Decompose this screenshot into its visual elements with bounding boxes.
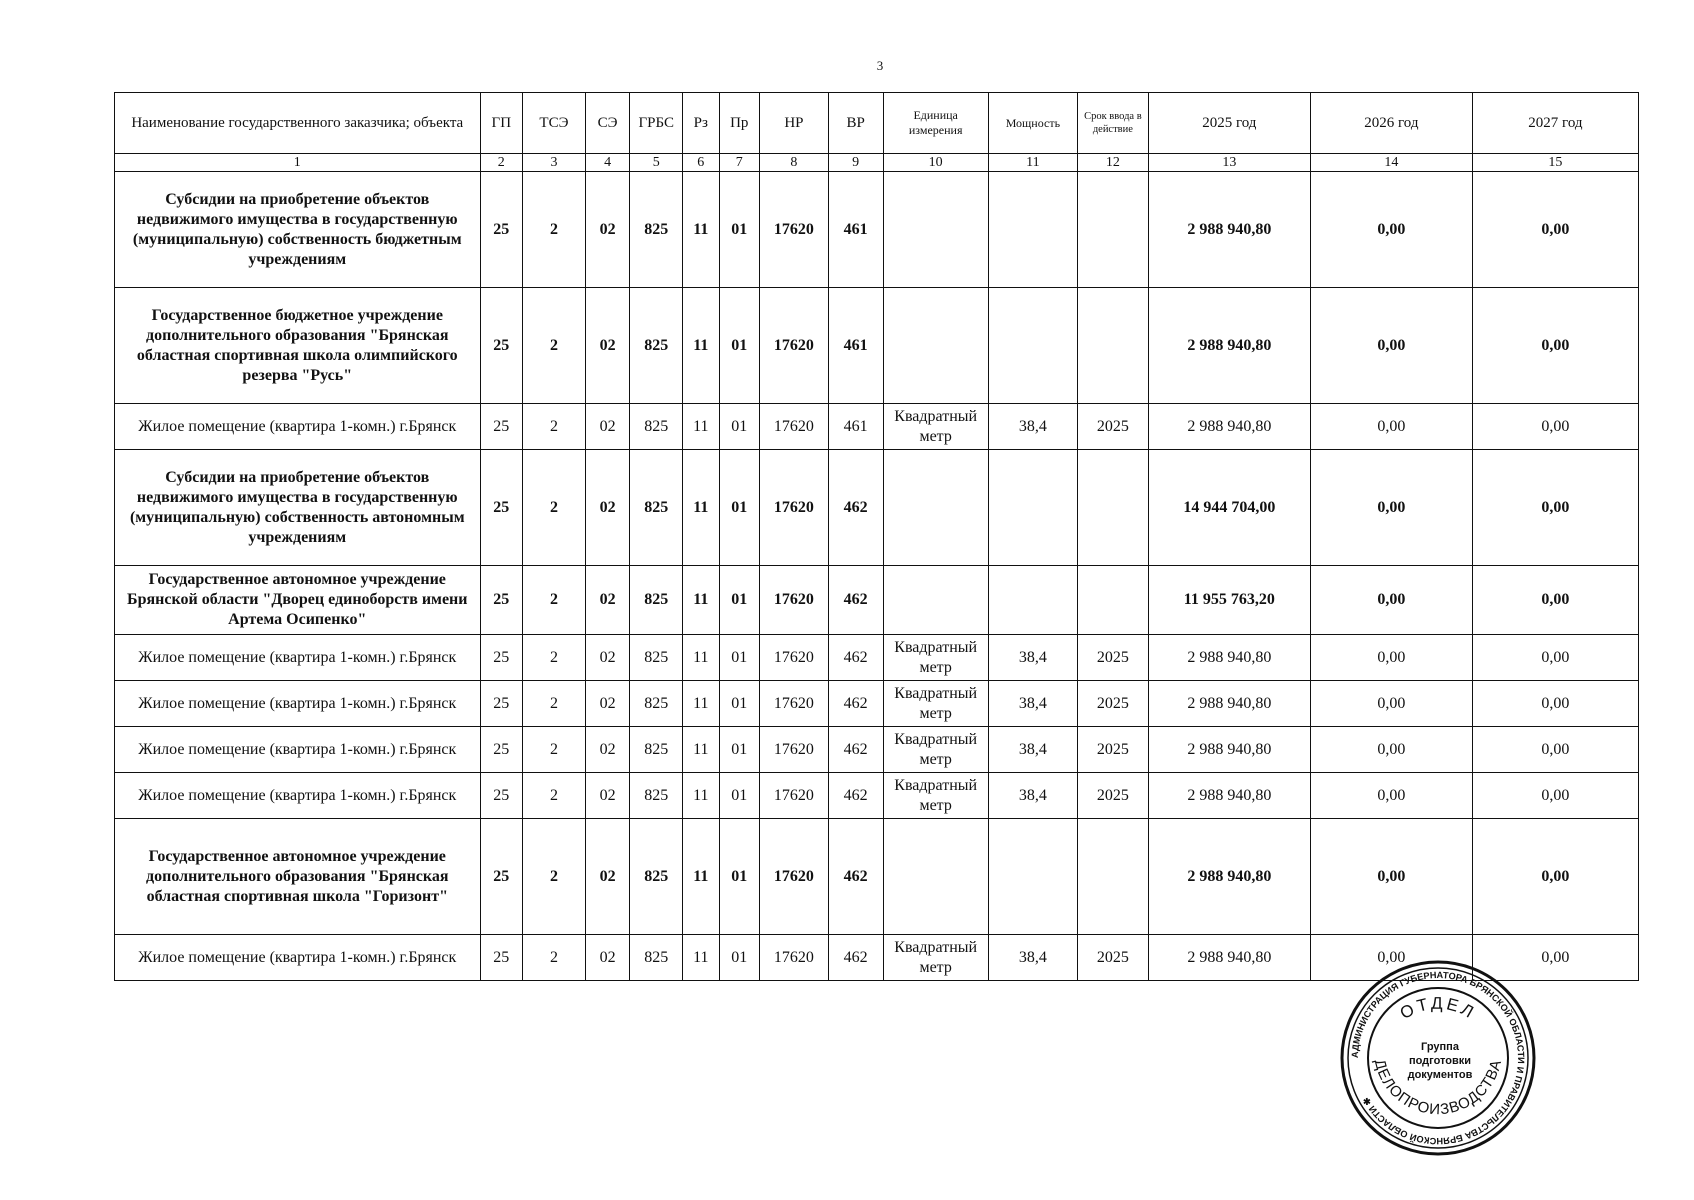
cell-grbs: 825 — [630, 819, 683, 935]
cell-unit: Квадратный метр — [883, 773, 988, 819]
cell-rz: 11 — [683, 172, 719, 288]
column-number: 8 — [760, 154, 829, 172]
cell-nr: 17620 — [760, 288, 829, 404]
column-number: 2 — [480, 154, 523, 172]
cell-amount-2026: 0,00 — [1310, 450, 1472, 566]
cell-name: Субсидии на приобретение объектов недвижимого имущества в государственную (муниципальную) собственность автономным учреждениям — [115, 450, 481, 566]
column-number: 13 — [1148, 154, 1310, 172]
cell-amount-2026: 0,00 — [1310, 819, 1472, 935]
cell-pr: 01 — [719, 819, 760, 935]
cell-amount-2025: 2 988 940,80 — [1148, 773, 1310, 819]
column-number: 9 — [828, 154, 883, 172]
cell-amount-2026: 0,00 — [1310, 404, 1472, 450]
cell-pr: 01 — [719, 635, 760, 681]
cell-tse: 2 — [523, 773, 586, 819]
cell-vr: 462 — [828, 935, 883, 981]
table-row — [115, 727, 1639, 773]
cell-nr: 17620 — [760, 773, 829, 819]
cell-grbs: 825 — [630, 172, 683, 288]
cell-capacity: 38,4 — [988, 635, 1077, 681]
cell-rz: 11 — [683, 727, 719, 773]
cell-tse: 2 — [523, 450, 586, 566]
cell-capacity — [988, 288, 1077, 404]
cell-gp: 25 — [480, 288, 523, 404]
cell-gp: 25 — [480, 773, 523, 819]
cell-vr: 461 — [828, 172, 883, 288]
table-body — [115, 172, 1639, 981]
cell-amount-2026: 0,00 — [1310, 681, 1472, 727]
cell-rz: 11 — [683, 819, 719, 935]
cell-gp: 25 — [480, 935, 523, 981]
cell-commissioning-year — [1077, 566, 1148, 635]
header-capacity: Мощность — [988, 93, 1077, 154]
cell-amount-2025: 2 988 940,80 — [1148, 404, 1310, 450]
cell-amount-2025: 2 988 940,80 — [1148, 681, 1310, 727]
table-row — [115, 450, 1639, 566]
cell-gp: 25 — [480, 566, 523, 635]
cell-rz: 11 — [683, 404, 719, 450]
header-rz: Рз — [683, 93, 719, 154]
cell-amount-2026: 0,00 — [1310, 635, 1472, 681]
header-gp: ГП — [480, 93, 523, 154]
cell-amount-2025: 2 988 940,80 — [1148, 935, 1310, 981]
table-row — [115, 172, 1639, 288]
stamp-bottom-word: ДЕЛОПРОИЗВОДСТВА — [1370, 1057, 1506, 1119]
cell-grbs: 825 — [630, 450, 683, 566]
cell-amount-2027: 0,00 — [1472, 404, 1638, 450]
table-row — [115, 635, 1639, 681]
cell-name: Жилое помещение (квартира 1-комн.) г.Брянск — [115, 935, 481, 981]
cell-gp: 25 — [480, 635, 523, 681]
column-number: 10 — [883, 154, 988, 172]
cell-pr: 01 — [719, 450, 760, 566]
header-name: Наименование государственного заказчика; объекта — [115, 93, 481, 154]
cell-pr: 01 — [719, 681, 760, 727]
header-commissioning-date: Срок ввода в действие — [1077, 93, 1148, 154]
cell-commissioning-year — [1077, 819, 1148, 935]
header-2025: 2025 год — [1148, 93, 1310, 154]
header-row — [115, 93, 1639, 154]
cell-se: 02 — [585, 172, 630, 288]
cell-capacity: 38,4 — [988, 727, 1077, 773]
cell-amount-2027: 0,00 — [1472, 935, 1638, 981]
cell-rz: 11 — [683, 935, 719, 981]
cell-unit: Квадратный метр — [883, 727, 988, 773]
cell-commissioning-year — [1077, 450, 1148, 566]
header-2026: 2026 год — [1310, 93, 1472, 154]
cell-nr: 17620 — [760, 450, 829, 566]
cell-amount-2025: 2 988 940,80 — [1148, 727, 1310, 773]
stamp-center-line-3: документов — [1407, 1069, 1473, 1081]
cell-tse: 2 — [523, 566, 586, 635]
cell-unit — [883, 172, 988, 288]
cell-tse: 2 — [523, 288, 586, 404]
cell-se: 02 — [585, 819, 630, 935]
table-row — [115, 566, 1639, 635]
cell-name: Государственное автономное учреждение дополнительного образования "Брянская областная спортивная школа "Горизонт" — [115, 819, 481, 935]
cell-amount-2026: 0,00 — [1310, 566, 1472, 635]
cell-tse: 2 — [523, 727, 586, 773]
cell-vr: 462 — [828, 727, 883, 773]
office-stamp — [1338, 958, 1538, 1158]
cell-nr: 17620 — [760, 681, 829, 727]
cell-amount-2027: 0,00 — [1472, 450, 1638, 566]
cell-amount-2027: 0,00 — [1472, 773, 1638, 819]
cell-tse: 2 — [523, 935, 586, 981]
cell-tse: 2 — [523, 681, 586, 727]
cell-pr: 01 — [719, 288, 760, 404]
table-row — [115, 819, 1639, 935]
cell-pr: 01 — [719, 566, 760, 635]
cell-pr: 01 — [719, 727, 760, 773]
cell-commissioning-year: 2025 — [1077, 681, 1148, 727]
cell-vr: 461 — [828, 404, 883, 450]
cell-unit — [883, 450, 988, 566]
cell-vr: 462 — [828, 681, 883, 727]
cell-pr: 01 — [719, 773, 760, 819]
header-se: СЭ — [585, 93, 630, 154]
cell-vr: 462 — [828, 566, 883, 635]
table-row — [115, 288, 1639, 404]
cell-name: Жилое помещение (квартира 1-комн.) г.Брянск — [115, 727, 481, 773]
column-numbers-row — [115, 154, 1639, 172]
cell-tse: 2 — [523, 172, 586, 288]
cell-gp: 25 — [480, 404, 523, 450]
cell-rz: 11 — [683, 635, 719, 681]
column-number: 11 — [988, 154, 1077, 172]
cell-nr: 17620 — [760, 566, 829, 635]
cell-amount-2026: 0,00 — [1310, 727, 1472, 773]
stamp-center-line-1: Группа — [1421, 1041, 1459, 1053]
cell-gp: 25 — [480, 819, 523, 935]
cell-commissioning-year — [1077, 288, 1148, 404]
cell-capacity: 38,4 — [988, 773, 1077, 819]
page-number: 3 — [876, 58, 884, 73]
cell-nr: 17620 — [760, 727, 829, 773]
cell-grbs: 825 — [630, 566, 683, 635]
cell-commissioning-year — [1077, 172, 1148, 288]
cell-capacity — [988, 566, 1077, 635]
cell-commissioning-year: 2025 — [1077, 935, 1148, 981]
cell-grbs: 825 — [630, 773, 683, 819]
cell-vr: 462 — [828, 635, 883, 681]
table-row — [115, 773, 1639, 819]
cell-gp: 25 — [480, 450, 523, 566]
cell-amount-2025: 2 988 940,80 — [1148, 635, 1310, 681]
column-number: 15 — [1472, 154, 1638, 172]
cell-unit: Квадратный метр — [883, 404, 988, 450]
table-row — [115, 404, 1639, 450]
cell-se: 02 — [585, 773, 630, 819]
cell-nr: 17620 — [760, 635, 829, 681]
cell-tse: 2 — [523, 635, 586, 681]
column-number: 1 — [115, 154, 481, 172]
cell-amount-2025: 2 988 940,80 — [1148, 288, 1310, 404]
cell-se: 02 — [585, 935, 630, 981]
cell-amount-2026: 0,00 — [1310, 935, 1472, 981]
cell-name: Жилое помещение (квартира 1-комн.) г.Брянск — [115, 773, 481, 819]
cell-amount-2025: 2 988 940,80 — [1148, 172, 1310, 288]
cell-name: Государственное бюджетное учреждение дополнительного образования "Брянская областная спортивная школа олимпийского резерва "Русь" — [115, 288, 481, 404]
cell-commissioning-year: 2025 — [1077, 635, 1148, 681]
cell-amount-2027: 0,00 — [1472, 566, 1638, 635]
cell-se: 02 — [585, 450, 630, 566]
cell-nr: 17620 — [760, 404, 829, 450]
cell-nr: 17620 — [760, 935, 829, 981]
cell-commissioning-year: 2025 — [1077, 773, 1148, 819]
cell-vr: 461 — [828, 288, 883, 404]
cell-rz: 11 — [683, 773, 719, 819]
cell-se: 02 — [585, 635, 630, 681]
cell-name: Государственное автономное учреждение Брянской области "Дворец единоборств имени Артема Осипенко" — [115, 566, 481, 635]
cell-tse: 2 — [523, 819, 586, 935]
cell-vr: 462 — [828, 773, 883, 819]
header-unit: Единица измерения — [883, 93, 988, 154]
cell-se: 02 — [585, 404, 630, 450]
stamp-center-line-2: подготовки — [1408, 1055, 1472, 1067]
stamp-outer-text: АДМИНИСТРАЦИЯ ГУБЕРНАТОРА БРЯНСКОЙ ОБЛАСТИ И ПРАВИТЕЛЬСТВА БРЯНСКОЙ ОБЛАСТИ ✱ — [1349, 969, 1527, 1147]
column-number: 14 — [1310, 154, 1472, 172]
column-number: 6 — [683, 154, 719, 172]
cell-amount-2027: 0,00 — [1472, 819, 1638, 935]
column-number: 3 — [523, 154, 586, 172]
cell-pr: 01 — [719, 404, 760, 450]
cell-amount-2025: 2 988 940,80 — [1148, 819, 1310, 935]
cell-amount-2027: 0,00 — [1472, 727, 1638, 773]
cell-capacity: 38,4 — [988, 404, 1077, 450]
header-grbs: ГРБС — [630, 93, 683, 154]
cell-grbs: 825 — [630, 635, 683, 681]
cell-commissioning-year: 2025 — [1077, 404, 1148, 450]
stamp-top-word: ОТДЕЛ — [1396, 993, 1480, 1024]
cell-gp: 25 — [480, 727, 523, 773]
column-number: 5 — [630, 154, 683, 172]
cell-rz: 11 — [683, 288, 719, 404]
column-number: 12 — [1077, 154, 1148, 172]
cell-unit — [883, 819, 988, 935]
cell-capacity — [988, 819, 1077, 935]
cell-amount-2027: 0,00 — [1472, 681, 1638, 727]
column-number: 4 — [585, 154, 630, 172]
cell-name: Жилое помещение (квартира 1-комн.) г.Брянск — [115, 681, 481, 727]
cell-nr: 17620 — [760, 172, 829, 288]
cell-grbs: 825 — [630, 404, 683, 450]
cell-amount-2025: 11 955 763,20 — [1148, 566, 1310, 635]
cell-gp: 25 — [480, 172, 523, 288]
header-tse: ТСЭ — [523, 93, 586, 154]
cell-se: 02 — [585, 566, 630, 635]
column-number: 7 — [719, 154, 760, 172]
cell-amount-2027: 0,00 — [1472, 288, 1638, 404]
cell-se: 02 — [585, 288, 630, 404]
cell-rz: 11 — [683, 450, 719, 566]
cell-se: 02 — [585, 681, 630, 727]
cell-name: Субсидии на приобретение объектов недвижимого имущества в государственную (муниципальную) собственность бюджетным учреждениям — [115, 172, 481, 288]
cell-rz: 11 — [683, 566, 719, 635]
cell-grbs: 825 — [630, 681, 683, 727]
table-row — [115, 681, 1639, 727]
cell-pr: 01 — [719, 935, 760, 981]
cell-se: 02 — [585, 727, 630, 773]
cell-vr: 462 — [828, 819, 883, 935]
cell-pr: 01 — [719, 172, 760, 288]
cell-name: Жилое помещение (квартира 1-комн.) г.Брянск — [115, 635, 481, 681]
cell-nr: 17620 — [760, 819, 829, 935]
cell-commissioning-year: 2025 — [1077, 727, 1148, 773]
cell-amount-2026: 0,00 — [1310, 773, 1472, 819]
cell-capacity: 38,4 — [988, 935, 1077, 981]
cell-amount-2027: 0,00 — [1472, 172, 1638, 288]
header-pr: Пр — [719, 93, 760, 154]
cell-tse: 2 — [523, 404, 586, 450]
cell-rz: 11 — [683, 681, 719, 727]
header-vr: ВР — [828, 93, 883, 154]
cell-grbs: 825 — [630, 935, 683, 981]
cell-amount-2027: 0,00 — [1472, 635, 1638, 681]
cell-capacity: 38,4 — [988, 681, 1077, 727]
cell-amount-2025: 14 944 704,00 — [1148, 450, 1310, 566]
cell-capacity — [988, 450, 1077, 566]
header-nr: НР — [760, 93, 829, 154]
cell-unit — [883, 566, 988, 635]
cell-amount-2026: 0,00 — [1310, 172, 1472, 288]
header-2027: 2027 год — [1472, 93, 1638, 154]
cell-unit — [883, 288, 988, 404]
cell-gp: 25 — [480, 681, 523, 727]
budget-table — [114, 92, 1639, 981]
cell-vr: 462 — [828, 450, 883, 566]
cell-grbs: 825 — [630, 727, 683, 773]
cell-unit: Квадратный метр — [883, 935, 988, 981]
cell-grbs: 825 — [630, 288, 683, 404]
cell-unit: Квадратный метр — [883, 681, 988, 727]
cell-amount-2026: 0,00 — [1310, 288, 1472, 404]
cell-name: Жилое помещение (квартира 1-комн.) г.Брянск — [115, 404, 481, 450]
cell-capacity — [988, 172, 1077, 288]
cell-unit: Квадратный метр — [883, 635, 988, 681]
